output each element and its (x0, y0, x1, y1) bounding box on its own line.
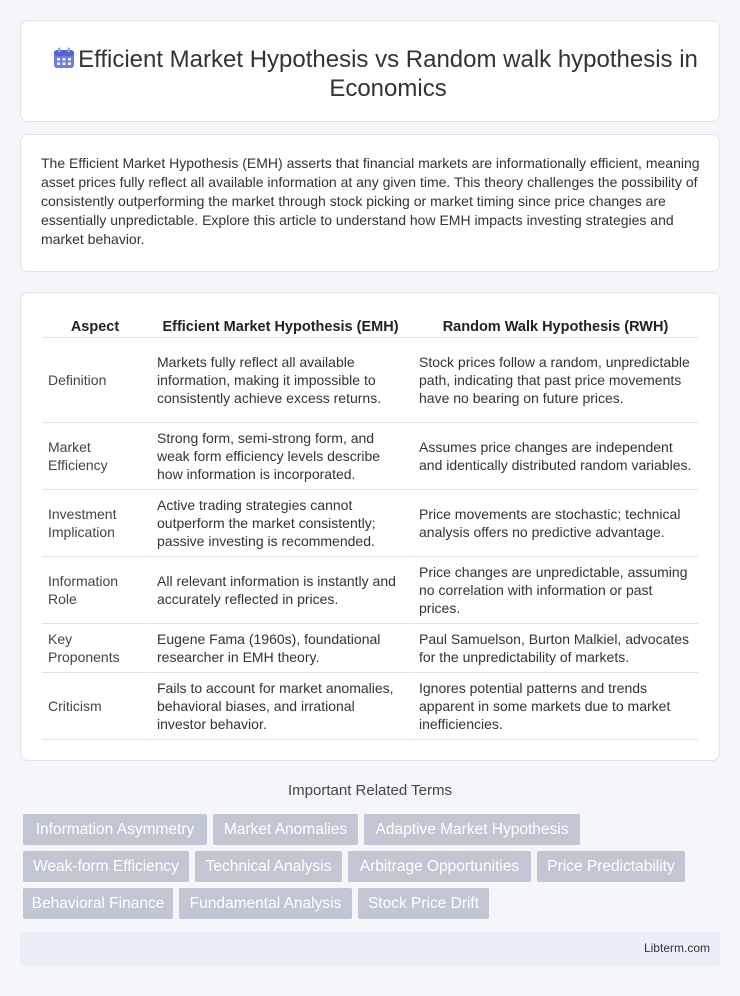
table-row (42, 673, 698, 740)
related-term-chip[interactable]: Price Predictability (537, 851, 685, 882)
related-term-chip[interactable]: Adaptive Market Hypothesis (364, 814, 580, 845)
row-rwh: Price movements are stochastic; technical analysis offers no predictive advantage. (410, 490, 698, 557)
row-emh: Fails to account for market anomalies, behavioral biases, and irrational investor behavior. (148, 673, 410, 740)
table-header-row (42, 315, 698, 338)
row-emh: All relevant information is instantly and accurately reflected in prices. (148, 557, 410, 624)
row-rwh: Ignores potential patterns and trends apparent in some markets due to market inefficiencies. (410, 673, 698, 740)
row-aspect: Investment Implication (42, 490, 148, 557)
intro-paragraph: The Efficient Market Hypothesis (EMH) asserts that financial markets are informationally efficient, meaning asset prices fully reflect all available information at any given time. This theory challenges the possibility of consistently outperforming the market through stock picking or market timing since price changes are essentially unpredictable. Explore this article to understand how EMH impacts investing strategies and market behavior. (41, 155, 700, 247)
row-aspect: Market Efficiency (42, 423, 148, 490)
table-row (42, 557, 698, 624)
related-term-chip[interactable]: Stock Price Drift (358, 888, 489, 919)
row-aspect: Information Role (42, 557, 148, 624)
comparison-table (42, 315, 698, 740)
intro-card (20, 134, 720, 272)
row-rwh: Assumes price changes are independent and identically distributed random variables. (410, 423, 698, 490)
related-term-chip[interactable]: Information Asymmetry (23, 814, 207, 845)
related-term-chip[interactable]: Weak-form Efficiency (23, 851, 189, 882)
row-aspect: Criticism (42, 673, 148, 740)
row-aspect: Key Proponents (42, 624, 148, 673)
header-rwh: Random Walk Hypothesis (RWH) (410, 315, 698, 338)
footer-bar (20, 932, 720, 966)
title-card (20, 20, 720, 122)
related-term-chip[interactable]: Arbitrage Opportunities (348, 851, 531, 882)
table-row (42, 338, 698, 423)
page-title: Efficient Market Hypothesis vs Random walk hypothesis in Economics (78, 46, 698, 102)
footer-brand[interactable]: Libterm.com (643, 941, 710, 955)
comparison-card (20, 292, 720, 761)
related-term-chip[interactable]: Market Anomalies (213, 814, 358, 845)
related-terms-title: Important Related Terms (288, 782, 452, 799)
related-term-chip[interactable]: Technical Analysis (195, 851, 342, 882)
table-row (42, 624, 698, 673)
row-rwh: Stock prices follow a random, unpredictable path, indicating that past price movements have no bearing on future prices. (410, 338, 698, 423)
related-term-chip[interactable]: Behavioral Finance (23, 888, 173, 919)
row-aspect: Definition (42, 338, 148, 423)
row-emh: Markets fully reflect all available information, making it impossible to consistently achieve excess returns. (148, 338, 410, 423)
header-emh: Efficient Market Hypothesis (EMH) (148, 315, 410, 338)
row-emh: Strong form, semi-strong form, and weak form efficiency levels describe how information is incorporated. (148, 423, 410, 490)
table-row (42, 490, 698, 557)
row-rwh: Price changes are unpredictable, assuming no correlation with information or past prices. (410, 557, 698, 624)
row-emh: Eugene Fama (1960s), foundational researcher in EMH theory. (148, 624, 410, 673)
related-term-chip[interactable]: Fundamental Analysis (179, 888, 352, 919)
header-aspect: Aspect (42, 315, 148, 338)
row-emh: Active trading strategies cannot outperform the market consistently; passive investing is recommended. (148, 490, 410, 557)
row-rwh: Paul Samuelson, Burton Malkiel, advocates for the unpredictability of markets. (410, 624, 698, 673)
table-row (42, 423, 698, 490)
